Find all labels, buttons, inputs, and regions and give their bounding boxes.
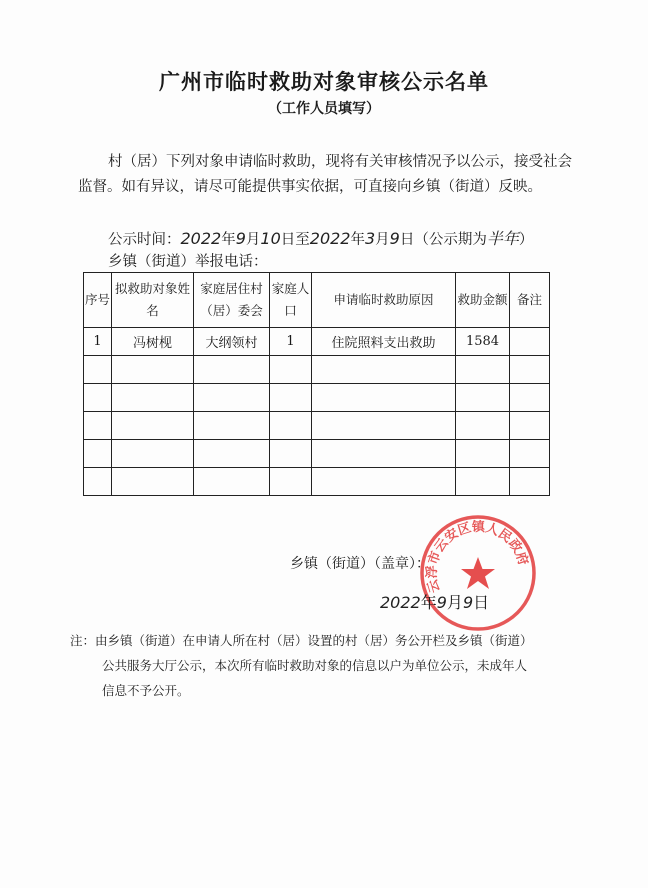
- table-row: [84, 356, 550, 384]
- signature-date: [380, 590, 489, 613]
- cell-name: [112, 412, 194, 440]
- cell-name: [112, 356, 194, 384]
- header-index: 序号: [84, 273, 112, 328]
- signature-month: 9: [436, 593, 447, 612]
- table-row: [84, 468, 550, 496]
- cell-remark: [510, 412, 550, 440]
- signature-year: 2022: [380, 593, 421, 612]
- signature-label: 乡镇（街道）（盖章）：: [290, 556, 430, 572]
- cell-amount: [456, 356, 510, 384]
- signature-year-char: 年: [420, 593, 437, 612]
- cell-index: [84, 468, 112, 496]
- header-household: 家庭人口: [270, 273, 312, 328]
- cell-household: 1: [270, 328, 312, 356]
- footnote: [70, 628, 530, 703]
- cell-name: [112, 440, 194, 468]
- period-end-month: 3: [364, 229, 376, 248]
- cell-index: [84, 356, 112, 384]
- cell-reason: [312, 468, 456, 496]
- period-to: 日至: [280, 232, 310, 248]
- table-row: [84, 412, 550, 440]
- cell-remark: [510, 356, 550, 384]
- signature-month-char: 月: [446, 593, 463, 612]
- cell-name: [112, 468, 194, 496]
- header-name: 拟救助对象姓名: [112, 273, 194, 328]
- cell-household: [270, 468, 312, 496]
- header-amount: 救助金额: [456, 273, 510, 328]
- cell-reason: [312, 384, 456, 412]
- cell-remark: [510, 440, 550, 468]
- cell-reason: 住院照料支出救助: [312, 328, 456, 356]
- cell-name: [112, 384, 194, 412]
- cell-village: [194, 440, 270, 468]
- table-row: [84, 328, 550, 356]
- table-row: [84, 384, 550, 412]
- period-start-year: 2022: [180, 229, 222, 248]
- cell-index: [84, 440, 112, 468]
- period-end-day: 9: [389, 229, 400, 248]
- footnote-text: 注：由乡镇（街道）在申请人所在村（居）设置的村（居）务公开栏及乡镇（街道）公共服务大厅公示，本次所有临时救助对象的信息以户为单位公示，未成年人信息不予公开。: [70, 633, 528, 698]
- publicity-period-line: 公示时间：2022年9月10日至2022年3月9日（公示期为半年）: [108, 229, 534, 248]
- cell-village: [194, 468, 270, 496]
- cell-village: [194, 356, 270, 384]
- header-reason: 申请临时救助原因: [312, 273, 456, 328]
- cell-remark: [510, 468, 550, 496]
- intro-paragraph: 村（居）下列对象申请临时救助，现将有关审核情况予以公示，接受社会监督。如有异议，请尽可能提供事实依据，可直接向乡镇（街道）反映。: [78, 154, 572, 195]
- cell-remark: [510, 384, 550, 412]
- cell-amount: [456, 384, 510, 412]
- cell-index: [84, 412, 112, 440]
- cell-reason: [312, 440, 456, 468]
- cell-village: [194, 384, 270, 412]
- cell-household: [270, 440, 312, 468]
- signature-day: 9: [462, 593, 474, 612]
- signature-day-char: 日: [473, 593, 490, 612]
- header-village: 家庭居住村（居）委会: [194, 273, 270, 328]
- cell-reason: [312, 412, 456, 440]
- recipient-table: [83, 272, 550, 496]
- header-remark: 备注: [510, 273, 550, 328]
- period-end-year: 2022: [309, 229, 351, 248]
- cell-index: 1: [84, 328, 112, 356]
- cell-household: [270, 356, 312, 384]
- official-seal: [418, 513, 538, 633]
- period-note-prefix: 日（公示期为: [399, 232, 487, 248]
- cell-household: [270, 384, 312, 412]
- hotline-label: 乡镇（街道）举报电话：: [108, 254, 268, 270]
- cell-amount: [456, 412, 510, 440]
- period-note-value: 半年: [486, 229, 519, 248]
- cell-village: [194, 412, 270, 440]
- period-note-suffix: ）: [518, 232, 534, 248]
- cell-reason: [312, 356, 456, 384]
- table-row: [84, 440, 550, 468]
- table-header-row: [84, 273, 550, 328]
- cell-remark: [510, 328, 550, 356]
- cell-index: [84, 384, 112, 412]
- seal-text: 云浮市云安区镇人民政府: [424, 520, 531, 595]
- cell-household: [270, 412, 312, 440]
- period-start-day: 10: [260, 229, 281, 248]
- document-title: 广州市临时救助对象审核公示名单: [159, 70, 489, 94]
- cell-amount: [456, 440, 510, 468]
- period-start-month: 9: [235, 229, 246, 248]
- document-subtitle: （工作人员填写）: [268, 101, 380, 117]
- cell-name: 冯树枧: [112, 328, 194, 356]
- period-label: 公示时间：: [108, 232, 181, 248]
- cell-village: 大纲领村: [194, 328, 270, 356]
- cell-amount: [456, 468, 510, 496]
- cell-amount: 1584: [456, 328, 510, 356]
